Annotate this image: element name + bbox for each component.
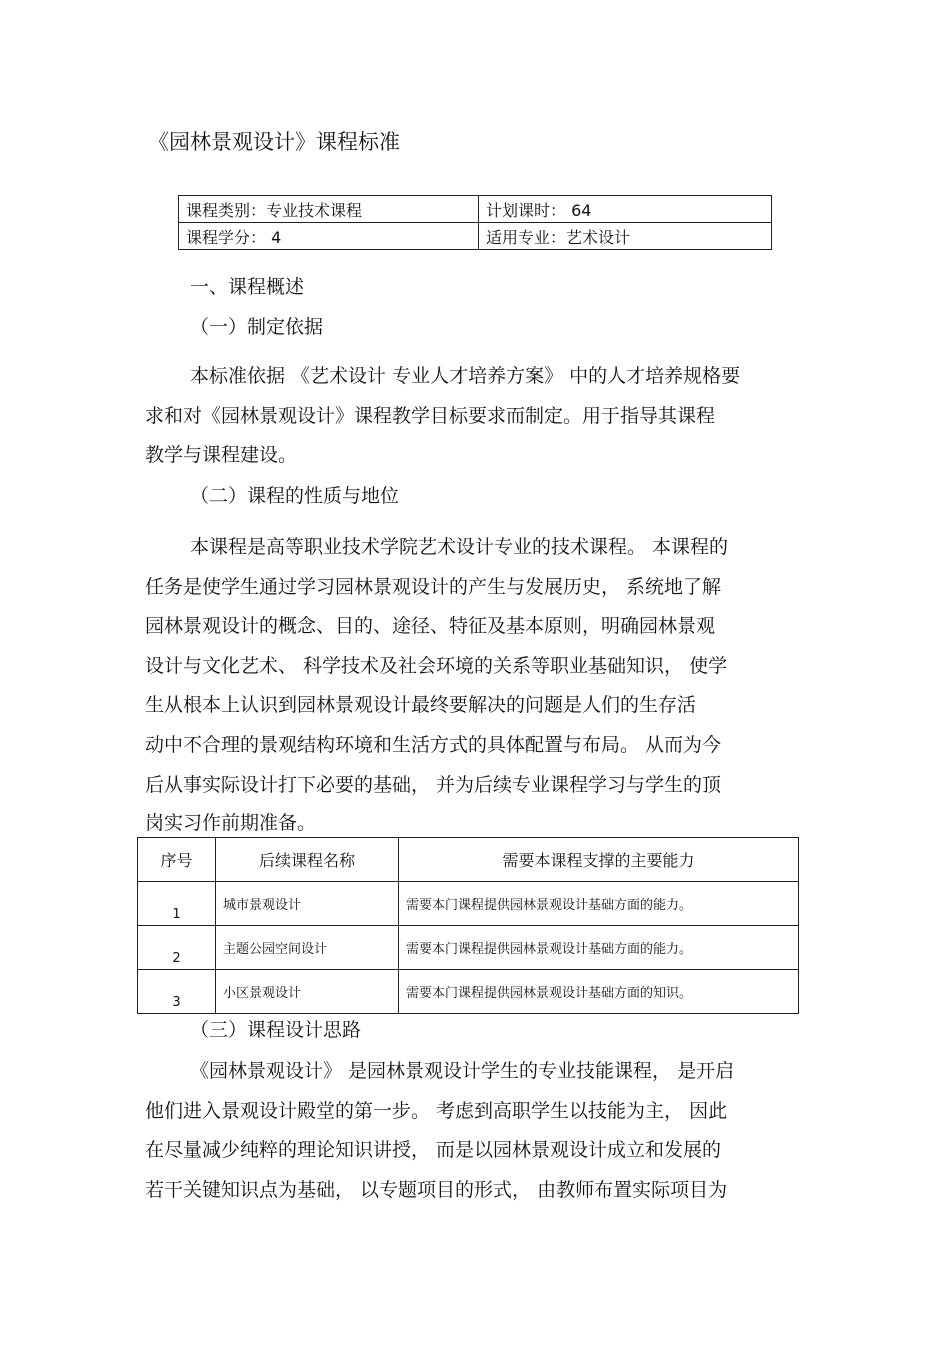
subsection-heading-design-approach: （三）课程设计思路: [190, 1019, 362, 1041]
paragraph-line: 岗实习作前期准备。: [145, 812, 317, 834]
row-number: 3: [138, 970, 216, 1014]
course-credits: 课程学分： 4: [179, 223, 479, 250]
paragraph-line: 后从事实际设计打下必要的基础， 并为后续专业课程学习与学生的顶: [145, 774, 722, 796]
paragraph-line: 教学与课程建设。: [145, 444, 298, 466]
info-row: [179, 196, 772, 223]
course-name: 主题公园空间设计: [216, 926, 399, 970]
subsection-heading-nature: （二）课程的性质与地位: [190, 485, 400, 507]
paragraph-line: 本课程是高等职业技术学院艺术设计专业的技术课程。 本课程的: [190, 536, 729, 558]
paragraph-line: 若干关键知识点为基础， 以专题项目的形式， 由教师布置实际项目为: [145, 1179, 728, 1201]
required-ability: 需要本门课程提供园林景观设计基础方面的知识。: [399, 970, 799, 1014]
paragraph-line: 《园林景观设计》 是园林景观设计学生的专业技能课程， 是开启: [190, 1060, 735, 1082]
required-ability: 需要本门课程提供园林景观设计基础方面的能力。: [399, 926, 799, 970]
row-number: 2: [138, 926, 216, 970]
column-header: 后续课程名称: [216, 838, 399, 882]
table-row: [138, 926, 799, 970]
follow-up-courses-table: [137, 837, 799, 1014]
paragraph-line: 园林景观设计的概念、目的、途径、特征及基本原则，明确园林景观: [145, 615, 716, 637]
paragraph-line: 动中不合理的景观结构环境和生活方式的具体配置与布局。 从而为今: [145, 734, 722, 756]
paragraph-line: 生从根本上认识到园林景观设计最终要解决的问题是人们的生存活: [145, 694, 697, 716]
document-title: 《园林景观设计》课程标准: [148, 130, 400, 154]
info-row: [179, 223, 772, 250]
course-name: 城市景观设计: [216, 882, 399, 926]
course-category: 课程类别：专业技术课程: [179, 196, 479, 223]
required-ability: 需要本门课程提供园林景观设计基础方面的能力。: [399, 882, 799, 926]
paragraph-line: 求和对《园林景观设计》课程教学目标要求而制定。用于指导其课程: [145, 405, 716, 427]
paragraph-line: 他们进入景观设计殿堂的第一步。 考虑到高职学生以技能为主， 因此: [145, 1100, 728, 1122]
table-row: [138, 970, 799, 1014]
table-row: [138, 882, 799, 926]
column-header: 序号: [138, 838, 216, 882]
course-info-table: [178, 195, 772, 250]
paragraph-line: 设计与文化艺术、 科学技术及社会环境的关系等职业基础知识， 使学: [145, 655, 728, 677]
paragraph-line: 在尽量减少纯粹的理论知识讲授， 而是以园林景观设计成立和发展的: [145, 1139, 722, 1161]
row-number: 1: [138, 882, 216, 926]
table-header-row: [138, 838, 799, 882]
paragraph-line: 任务是使学生通过学习园林景观设计的产生与发展历史， 系统地了解: [145, 576, 722, 598]
planned-hours: 计划课时： 64: [479, 196, 772, 223]
section-heading-overview: 一、课程概述: [190, 276, 305, 298]
paragraph-line: 本标准依据 《艺术设计 专业人才培养方案》 中的人才培养规格要: [190, 365, 741, 387]
course-name: 小区景观设计: [216, 970, 399, 1014]
subsection-heading-basis: （一）制定依据: [190, 316, 324, 338]
column-header: 需要本课程支撑的主要能力: [399, 838, 799, 882]
applicable-major: 适用专业：艺术设计: [479, 223, 772, 250]
